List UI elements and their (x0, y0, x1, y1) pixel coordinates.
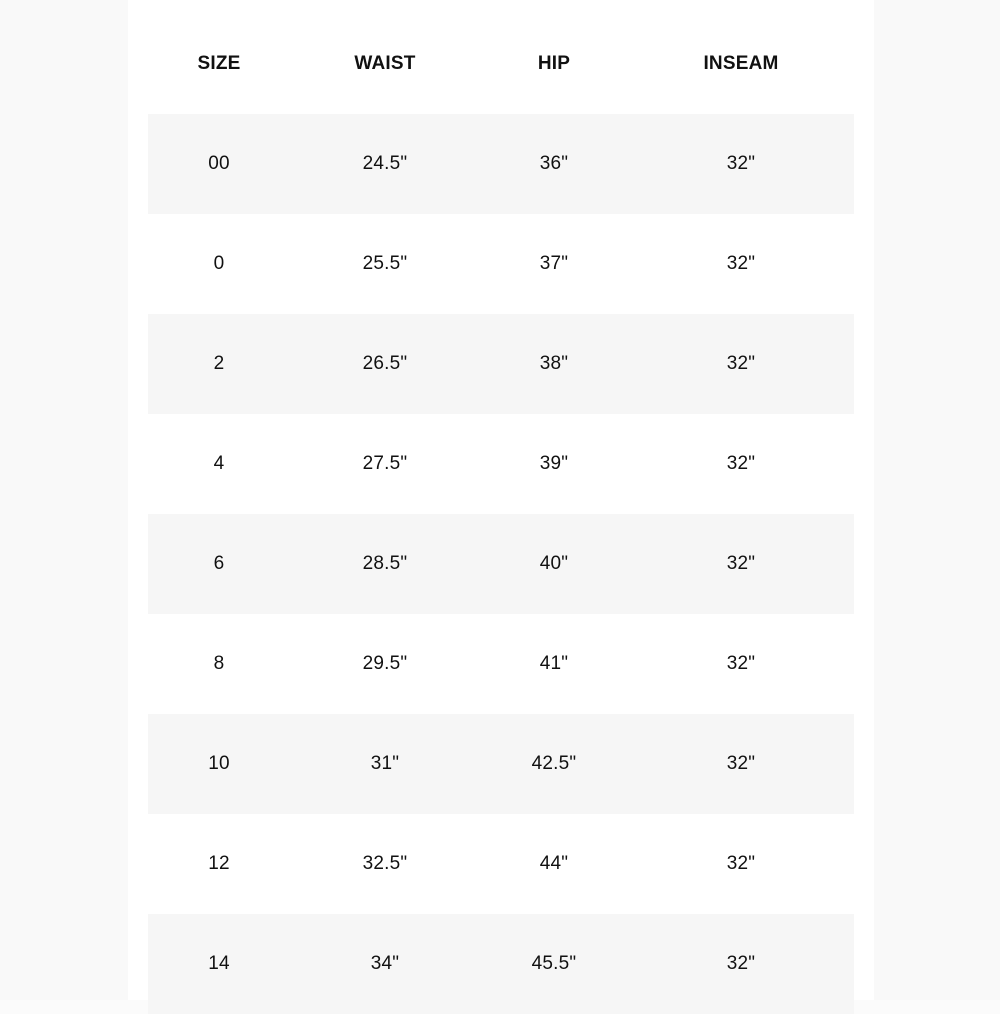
size-chart-sheet (128, 0, 874, 1000)
header-waist: WAIST (354, 53, 416, 74)
table-row (148, 214, 854, 314)
table-row (148, 314, 854, 414)
waist-cell: 27.5" (362, 453, 408, 474)
size-cell: 2 (213, 353, 225, 374)
size-cell: 12 (208, 853, 230, 874)
hip-cell: 41" (539, 653, 569, 674)
hip-cell: 38" (539, 353, 569, 374)
table-row (148, 614, 854, 714)
table-row (148, 914, 854, 1014)
size-cell: 8 (213, 653, 225, 674)
left-margin (0, 0, 128, 1000)
hip-cell: 42.5" (531, 753, 577, 774)
waist-cell: 32.5" (362, 853, 408, 874)
inseam-cell: 32" (726, 853, 756, 874)
waist-cell: 28.5" (362, 553, 408, 574)
inseam-cell: 32" (726, 353, 756, 374)
inseam-cell: 32" (726, 153, 756, 174)
table-header-row (148, 14, 854, 114)
waist-cell: 26.5" (362, 353, 408, 374)
table-row (148, 114, 854, 214)
size-chart-table (148, 14, 854, 1014)
size-cell: 6 (213, 553, 225, 574)
size-cell: 10 (208, 753, 230, 774)
header-inseam: INSEAM (703, 53, 779, 74)
inseam-cell: 32" (726, 453, 756, 474)
table-row (148, 814, 854, 914)
hip-cell: 36" (539, 153, 569, 174)
size-cell: 14 (208, 953, 230, 974)
inseam-cell: 32" (726, 753, 756, 774)
inseam-cell: 32" (726, 653, 756, 674)
inseam-cell: 32" (726, 953, 756, 974)
header-size: SIZE (197, 53, 241, 74)
hip-cell: 39" (539, 453, 569, 474)
waist-cell: 25.5" (362, 253, 408, 274)
table-row (148, 414, 854, 514)
header-hip: HIP (537, 53, 571, 74)
hip-cell: 40" (539, 553, 569, 574)
hip-cell: 37" (539, 253, 569, 274)
waist-cell: 24.5" (362, 153, 408, 174)
size-cell: 4 (213, 453, 225, 474)
hip-cell: 45.5" (531, 953, 577, 974)
waist-cell: 31" (370, 753, 400, 774)
table-row (148, 514, 854, 614)
right-margin (874, 0, 1000, 1000)
table-row (148, 714, 854, 814)
hip-cell: 44" (539, 853, 569, 874)
inseam-cell: 32" (726, 253, 756, 274)
waist-cell: 29.5" (362, 653, 408, 674)
size-cell: 0 (213, 253, 225, 274)
inseam-cell: 32" (726, 553, 756, 574)
waist-cell: 34" (370, 953, 400, 974)
size-cell: 00 (208, 153, 230, 174)
